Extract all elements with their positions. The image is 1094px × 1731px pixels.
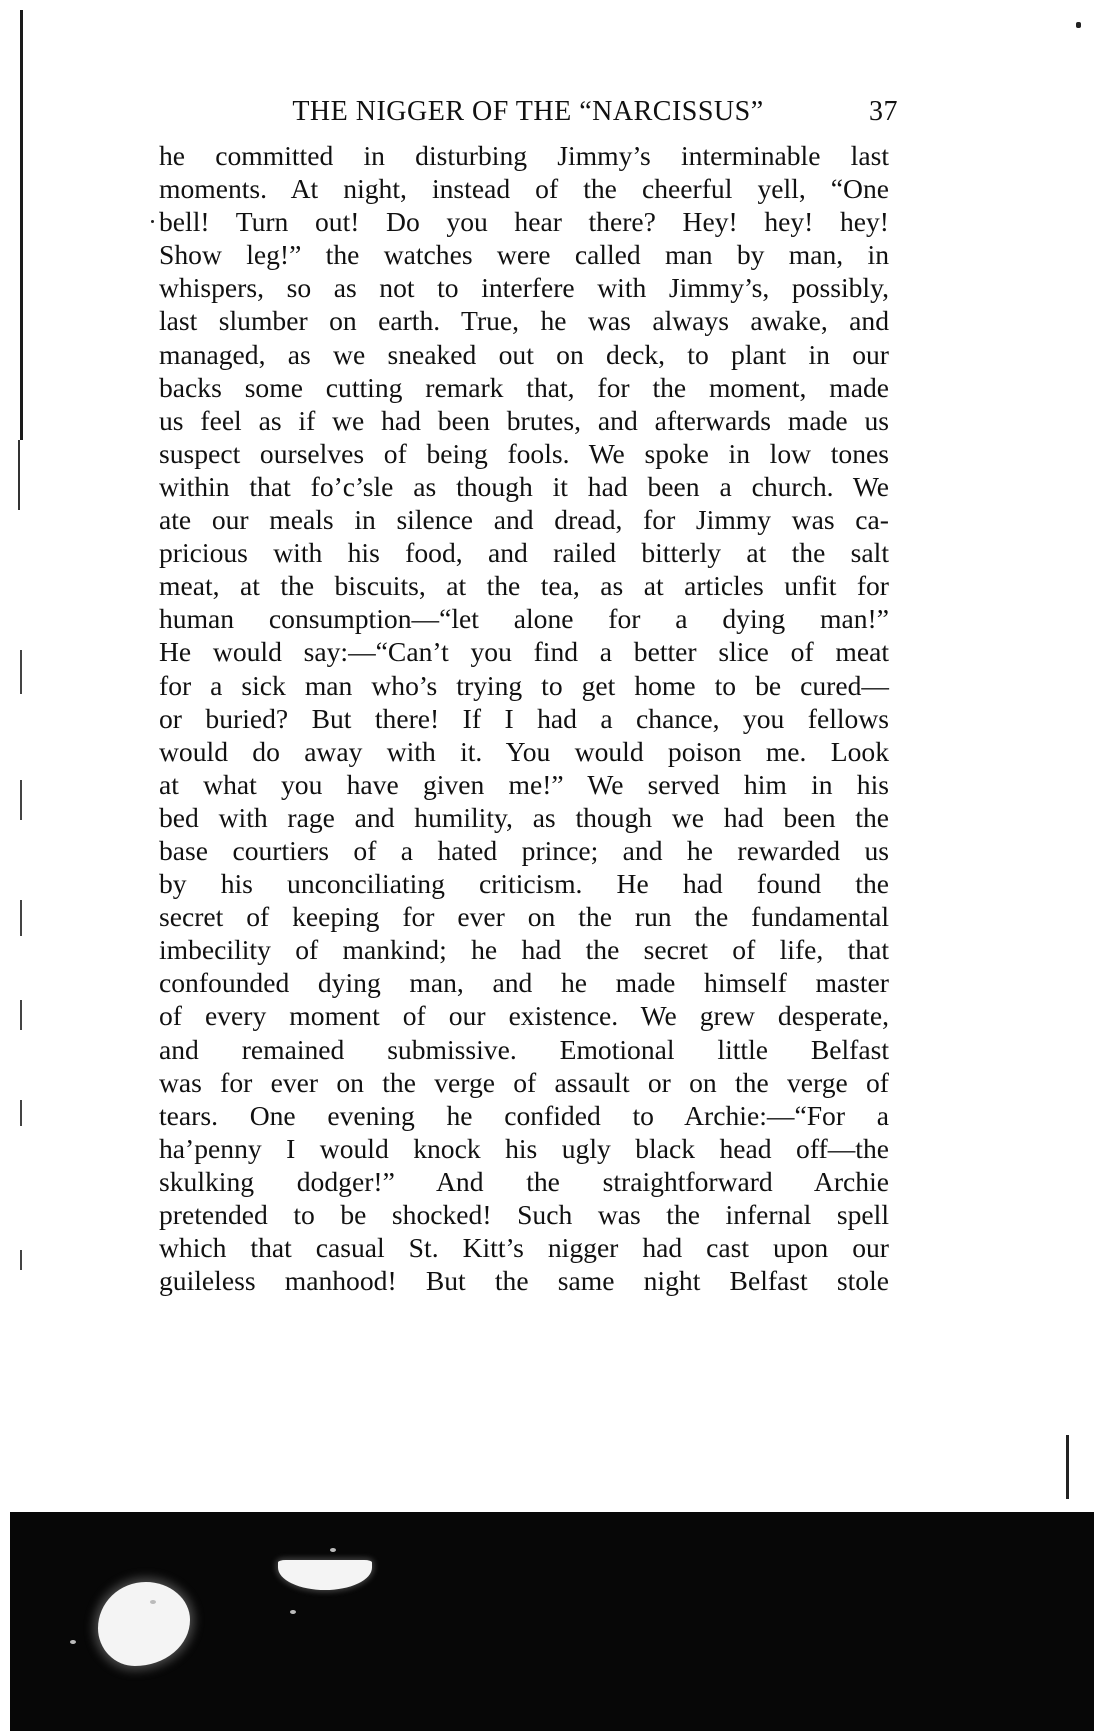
text-line: was for ever on the verge of assault or on the verge of — [159, 1066, 889, 1098]
running-title: THE NIGGER OF THE “NARCISSUS” — [292, 96, 764, 127]
text-line: would do away with it. You would poison me. Look — [159, 735, 889, 767]
text-line: tears. One evening he confided to Archie:—“For a — [159, 1099, 889, 1131]
scan-speck — [1076, 22, 1081, 28]
text-line: us feel as if we had been brutes, and afterwards made us — [159, 404, 889, 436]
binding-dash — [20, 650, 22, 694]
scan-speck — [330, 1548, 336, 1552]
text-line: he committed in disturbing Jimmy’s interminable last — [159, 140, 889, 171]
binding-dash — [20, 1100, 22, 1126]
text-line: bed with rage and humility, as though we had been the — [159, 801, 889, 833]
text-line: human consumption—“let alone for a dying man!” — [159, 603, 889, 635]
page-binding-edge-lower — [18, 440, 20, 510]
text-line: and remained submissive. Emotional little Belfast — [159, 1033, 889, 1065]
scan-speck — [290, 1610, 296, 1614]
page-binding-edge — [20, 10, 23, 440]
text-line: skulking dodger!” And the straightforward Archie — [159, 1165, 889, 1197]
body-text — [159, 139, 889, 1297]
text-line: ate our meals in silence and dread, for Jimmy was ca- — [159, 504, 889, 536]
ink-speck — [151, 220, 154, 223]
text-line: suspect ourselves of being fools. We spoke in low tones — [159, 437, 889, 469]
text-line: within that fo’c’sle as though it had been a church. We — [159, 470, 889, 502]
text-line: pricious with his food, and railed bitterly at the salt — [159, 537, 889, 569]
text-line: last slumber on earth. True, he was always awake, and — [159, 305, 889, 337]
text-line: for a sick man who’s trying to get home to be cured— — [159, 669, 889, 701]
text-line: pretended to be shocked! Such was the infernal spell — [159, 1199, 889, 1230]
binding-dash — [20, 1000, 22, 1030]
text-line: at what you have given me!” We served him in his — [159, 768, 889, 800]
text-line: by his unconciliating criticism. He had found the — [159, 868, 889, 900]
text-line: ha’penny I would knock his ugly black head off—the — [159, 1132, 889, 1164]
text-line: imbecility of mankind; he had the secret of life, that — [159, 934, 889, 966]
scan-speck — [70, 1640, 76, 1644]
text-line: base courtiers of a hated prince; and he rewarded us — [159, 834, 889, 866]
scan-speck — [150, 1600, 156, 1604]
scan-edge-mark — [1066, 1435, 1069, 1499]
text-line: He would say:—“Can’t you find a better slice of meat — [159, 636, 889, 668]
binding-dash — [20, 900, 22, 936]
text-line: which that casual St. Kitt’s nigger had cast upon our — [159, 1232, 889, 1264]
text-line: bell! Turn out! Do you hear there? Hey! hey! hey! — [159, 206, 889, 238]
text-line: secret of keeping for ever on the run the fundamental — [159, 901, 889, 933]
text-line: Show leg!” the watches were called man by man, in — [159, 239, 889, 271]
running-header — [158, 96, 898, 136]
text-line: guileless manhood! But the same night Belfast stole — [159, 1265, 889, 1297]
page-number: 37 — [869, 96, 898, 127]
text-line: whispers, so as not to interfere with Jimmy’s, possibly, — [159, 272, 889, 304]
text-line: managed, as we sneaked out on deck, to plant in our — [159, 338, 889, 370]
text-line: backs some cutting remark that, for the moment, made — [159, 371, 889, 403]
text-line: confounded dying man, and he made himself master — [159, 967, 889, 999]
binding-dash — [20, 780, 22, 820]
text-line: meat, at the biscuits, at the tea, as at articles unfit for — [159, 570, 889, 602]
binding-dash — [20, 1250, 22, 1270]
text-line: or buried? But there! If I had a chance, you fellows — [159, 702, 889, 734]
text-line: moments. At night, instead of the cheerful yell, “One — [159, 173, 889, 205]
text-line: of every moment of our existence. We grew desperate, — [159, 1000, 889, 1032]
